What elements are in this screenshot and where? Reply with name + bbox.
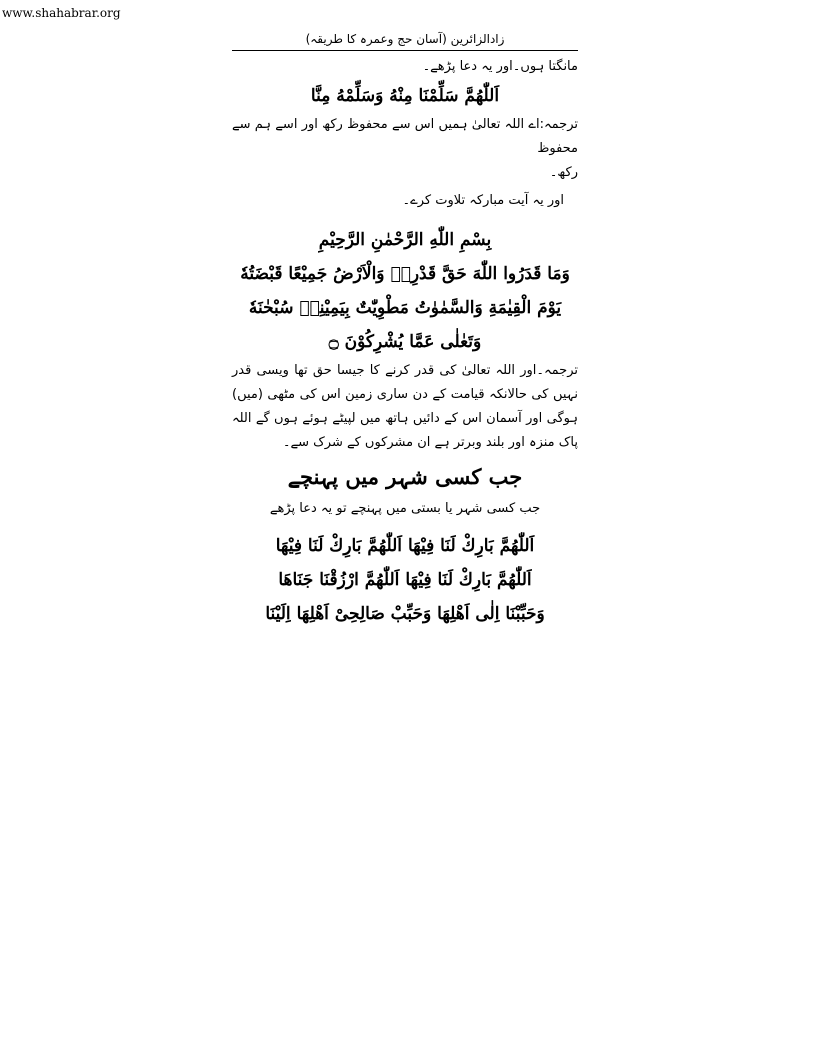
dua-city-line-3: وَحَبِّبْنَا اِلٰى اَهْلِهَا وَحَبِّبْ صَالِحِىْ اَهْلِهَا اِلَيْنَا [265, 604, 545, 624]
city-intro: جب کسی شہر یا بستی میں پہنچے تو یہ دعا پڑھے [269, 501, 541, 516]
dua-city-line-2: اَللّٰهُمَّ بَارِكْ لَنَا فِيْهَا اَللّٰهُمَّ ارْزُقْنَا جَنَاهَا [278, 570, 532, 590]
translation-protection-end: رکھ۔ [549, 165, 578, 180]
translation-ayat: ترجمہ۔اور اللہ تعالیٰ کی قدر کرنے کا جیسا حق تھا ویسی قدر نہیں کی حالانکہ قیامت کے دن ساری زمین اس کی مٹھی (میں) ہوگی اور آسمان اس کے دائیں ہاتھ میں لپیٹے ہوئے ہوں گے اللہ پاک منزہ اور بلند وبرتر ہے ان مشرکوں کے شرک سے۔ [232, 363, 578, 450]
ayat-line-2: يَوْمَ الْقِيٰمَةِ وَالسَّمٰوٰتُ مَطْوِيّٰتٌ بِيَمِيْنِهٖ سُبْحٰنَهٗ [248, 298, 562, 318]
ayat-intro: اور یہ آیت مبارکہ تلاوت کرے۔ [402, 193, 564, 208]
translation-protection: ترجمہ:اے اللہ تعالیٰ ہمیں اس سے محفوظ رکھ اور اسے ہم سے محفوظ [232, 117, 578, 156]
ayat-line-3: وَتَعٰلٰى عَمَّا يُشْرِكُوْنَ ۝ [328, 332, 482, 352]
site-watermark: www.shahabrar.org [2, 6, 121, 20]
intro-line: مانگتا ہوں۔اور یہ دعا پڑھے۔ [422, 59, 578, 74]
dua-protection: اَللّٰهُمَّ سَلِّمْنَا مِنْهُ وَسَلِّمْهُ مِنَّا [310, 86, 500, 106]
ayat-line-1: وَمَا قَدَرُوا اللّٰهَ حَقَّ قَدْرِهٖ وَالْاَرْضُ جَمِيْعًا قَبْضَتُهٗ [240, 264, 570, 284]
book-page [232, 30, 578, 631]
dua-city-line-1: اَللّٰهُمَّ بَارِكْ لَنَا فِيْهَا اَللّٰهُمَّ بَارِكْ لَنَا فِيْهَا [275, 536, 535, 556]
bismillah: بِسْمِ اللّٰهِ الرَّحْمٰنِ الرَّحِيْمِ [318, 230, 492, 250]
running-head: زادالزائرین (آسان حج وعمرہ کا طریقہ) [305, 32, 505, 46]
section-heading: جب کسی شہر میں پہنچے [287, 464, 523, 489]
header-rule [232, 50, 578, 51]
